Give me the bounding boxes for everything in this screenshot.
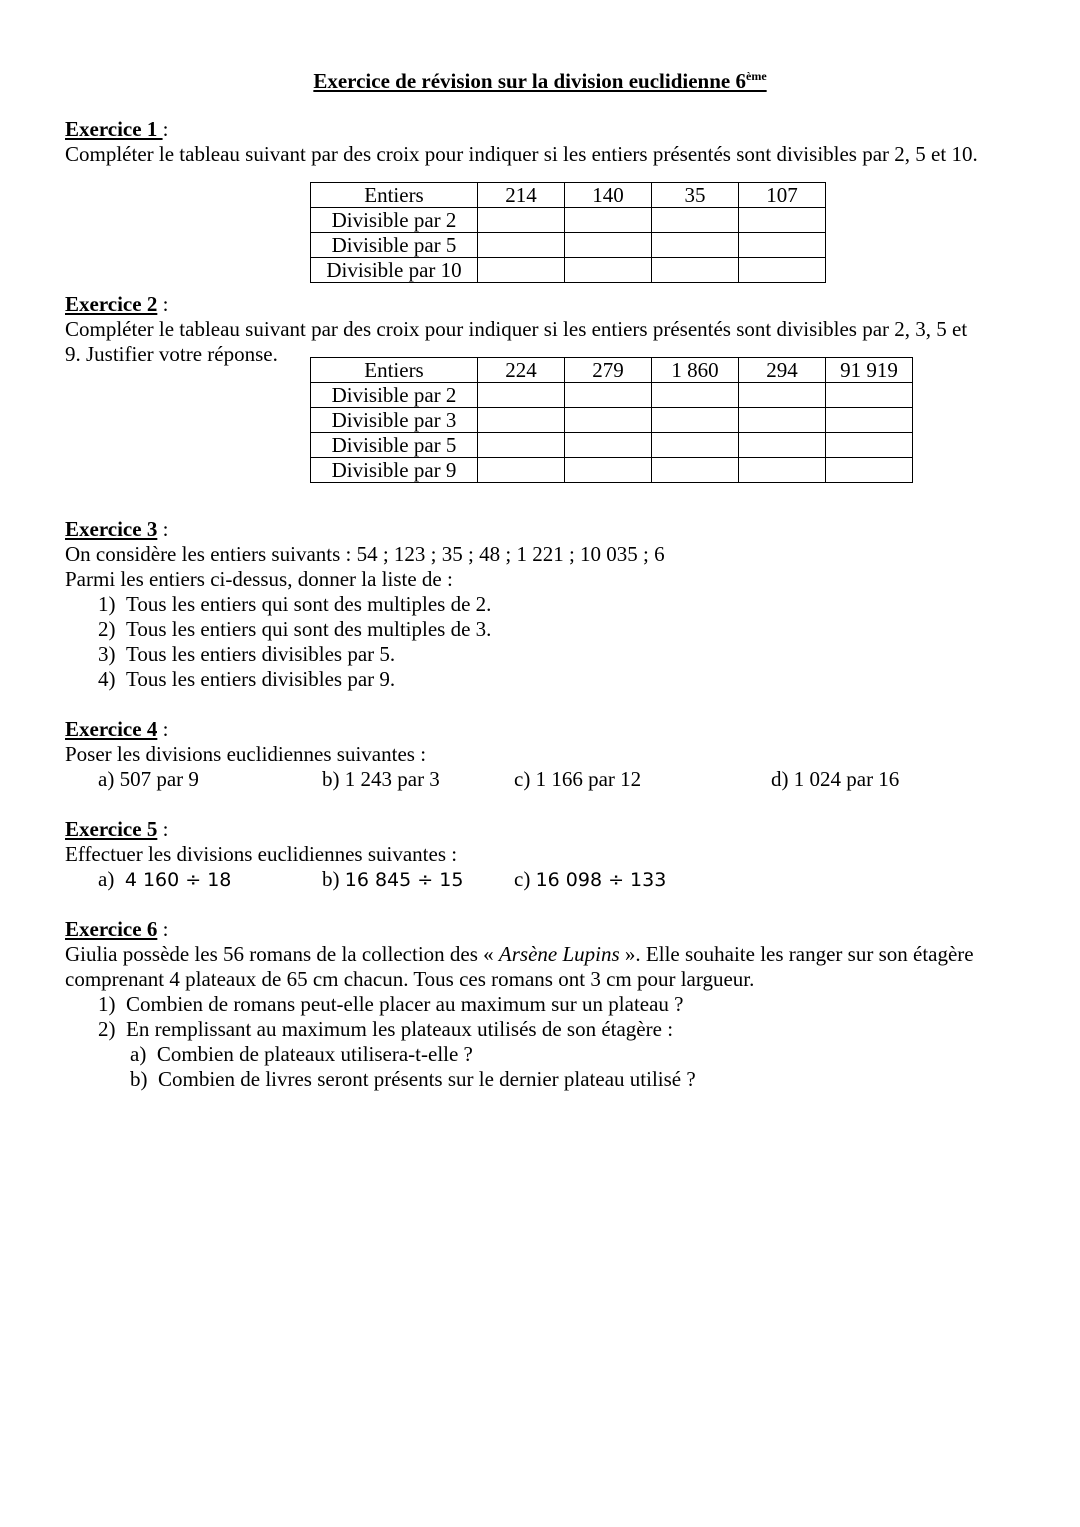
item-text: Tous les entiers divisibles par 9. [126,667,396,691]
answer-cell[interactable] [652,208,739,233]
item-text: En remplissant au maximum les plateaux utilisés de son étagère : [126,1017,674,1041]
answer-cell[interactable] [478,408,565,433]
answer-cell[interactable] [739,233,826,258]
item-number: b) [130,1067,148,1091]
heading-label: Exercice 2 [65,292,158,316]
item-number: 3) [98,642,116,666]
exercise-3-line-1: On considère les entiers suivants : 54 ; 123 ; 35 ; 48 ; 1 221 ; 10 035 ; 6 [65,542,665,566]
heading-colon: : [157,717,169,741]
answer-cell[interactable] [739,258,826,283]
row-label: Divisible par 9 [311,458,478,483]
answer-cell[interactable] [826,408,913,433]
book-title: Arsène Lupins [498,942,620,966]
exercise-3-heading [65,517,168,542]
division-item-c: c) 1 166 par 12 [514,767,642,791]
item-text: Combien de romans peut-elle placer au maximum sur un plateau ? [126,992,684,1016]
heading-label: Exercice 5 [65,817,158,841]
division-item-b: b) 1 243 par 3 [322,767,440,791]
answer-cell[interactable] [739,433,826,458]
sub-list-item [130,1067,696,1092]
item-text: Combien de livres seront présents sur le dernier plateau utilisé ? [158,1067,696,1091]
item-text: Tous les entiers qui sont des multiples de 3. [126,617,492,641]
exercise-2-instruction-line-1: Compléter le tableau suivant par des croix pour indiquer si les entiers présentés sont divisibles par 2, 3, 5 et [65,317,968,341]
answer-cell[interactable] [565,433,652,458]
title-text: Exercice de révision sur la division euclidienne 6 [313,69,746,93]
item-text: Tous les entiers divisibles par 5. [126,642,396,666]
answer-cell[interactable] [652,258,739,283]
item-number: 1) [98,592,116,616]
item-number: 2) [98,1017,116,1041]
answer-cell[interactable] [826,433,913,458]
exercise-6-line-2: comprenant 4 plateaux de 65 cm chacun. Tous ces romans ont 3 cm pour largueur. [65,967,755,991]
title-superscript: ème [746,69,767,83]
answer-cell[interactable] [739,383,826,408]
table-header-cell: 91 919 [826,358,913,383]
answer-cell[interactable] [652,433,739,458]
row-label: Divisible par 2 [311,383,478,408]
row-label: Divisible par 10 [311,258,478,283]
item-label: a) [98,867,115,891]
answer-cell[interactable] [478,458,565,483]
answer-cell[interactable] [478,383,565,408]
division-item-c [514,867,666,893]
answer-cell[interactable] [739,458,826,483]
table-header-cell: 1 860 [652,358,739,383]
division-item-d: d) 1 024 par 16 [771,767,900,791]
exercise-1-table [310,182,826,283]
page-title [0,64,1080,94]
text-part: ». Elle souhaite les ranger sur son étagère [619,942,974,966]
table-row [311,433,913,458]
division-item-a: a) 507 par 9 [98,767,199,791]
sub-list-item [130,1042,473,1067]
table-row [311,258,826,283]
answer-cell[interactable] [652,233,739,258]
row-label: Divisible par 3 [311,408,478,433]
exercise-2-table [310,357,913,483]
division-item-a [98,867,231,893]
item-number: 1) [98,992,116,1016]
text-part: Giulia possède les 56 romans de la collection des « [65,942,499,966]
answer-cell[interactable] [739,408,826,433]
table-header-cell: 279 [565,358,652,383]
item-text: Combien de plateaux utilisera-t-elle ? [156,1042,473,1066]
item-label: c) [514,867,531,891]
item-text: Tous les entiers qui sont des multiples de 2. [126,592,492,616]
exercise-4-instruction: Poser les divisions euclidiennes suivantes : [65,742,427,766]
answer-cell[interactable] [565,408,652,433]
item-number: 4) [98,667,116,691]
exercise-1-instruction: Compléter le tableau suivant par des croix pour indiquer si les entiers présentés sont divisibles par 2, 5 et 10. [65,142,978,166]
heading-label: Exercice 6 [65,917,158,941]
table-header-cell: 35 [652,183,739,208]
heading-colon: : [157,817,169,841]
exercise-6-heading [65,917,168,942]
row-label: Divisible par 2 [311,208,478,233]
answer-cell[interactable] [565,458,652,483]
exercise-6-line-1 [65,942,974,967]
table-header-label: Entiers [311,358,478,383]
list-item [98,992,683,1017]
item-expression: 16 098 ÷ 133 [535,869,667,891]
table-row [311,408,913,433]
heading-label: Exercice 4 [65,717,158,741]
table-header-label: Entiers [311,183,478,208]
answer-cell[interactable] [826,383,913,408]
answer-cell[interactable] [478,233,565,258]
item-number: 2) [98,617,116,641]
table-row [311,233,826,258]
item-label: b) [322,867,340,891]
exercise-2-heading [65,292,168,317]
exercise-3-line-2: Parmi les entiers ci-dessus, donner la liste de : [65,567,453,591]
answer-cell[interactable] [652,458,739,483]
table-row [311,383,913,408]
answer-cell[interactable] [565,208,652,233]
row-label: Divisible par 5 [311,233,478,258]
exercise-2-instruction-line-2: 9. Justifier votre réponse. [65,342,278,366]
answer-cell[interactable] [478,433,565,458]
answer-cell[interactable] [826,458,913,483]
answer-cell[interactable] [478,258,565,283]
item-expression: 16 845 ÷ 15 [344,869,464,891]
answer-cell[interactable] [565,233,652,258]
table-header-cell: 140 [565,183,652,208]
table-header-cell: 224 [478,358,565,383]
division-item-b [322,867,463,893]
answer-cell[interactable] [739,208,826,233]
answer-cell[interactable] [652,408,739,433]
answer-cell[interactable] [565,383,652,408]
table-header-row [311,358,913,383]
table-header-cell: 214 [478,183,565,208]
answer-cell[interactable] [652,383,739,408]
table-header-cell: 294 [739,358,826,383]
table-header-row [311,183,826,208]
item-expression: 4 160 ÷ 18 [124,869,232,891]
answer-cell[interactable] [565,258,652,283]
exercise-5-heading [65,817,168,842]
heading-colon: : [157,517,169,541]
heading-label: Exercice 3 [65,517,158,541]
list-item [98,642,395,667]
heading-colon: : [157,292,169,316]
item-number: a) [130,1042,147,1066]
table-row [311,208,826,233]
list-item [98,617,491,642]
exercise-4-heading [65,717,168,742]
heading-colon: : [162,117,169,141]
exercise-5-instruction: Effectuer les divisions euclidiennes suivantes : [65,842,458,866]
heading-label: Exercice 1 [65,117,163,141]
exercise-1-heading [65,117,168,142]
list-item [98,1017,673,1042]
answer-cell[interactable] [478,208,565,233]
row-label: Divisible par 5 [311,433,478,458]
heading-colon: : [157,917,169,941]
list-item [98,592,491,617]
table-row [311,458,913,483]
table-header-cell: 107 [739,183,826,208]
list-item [98,667,395,692]
